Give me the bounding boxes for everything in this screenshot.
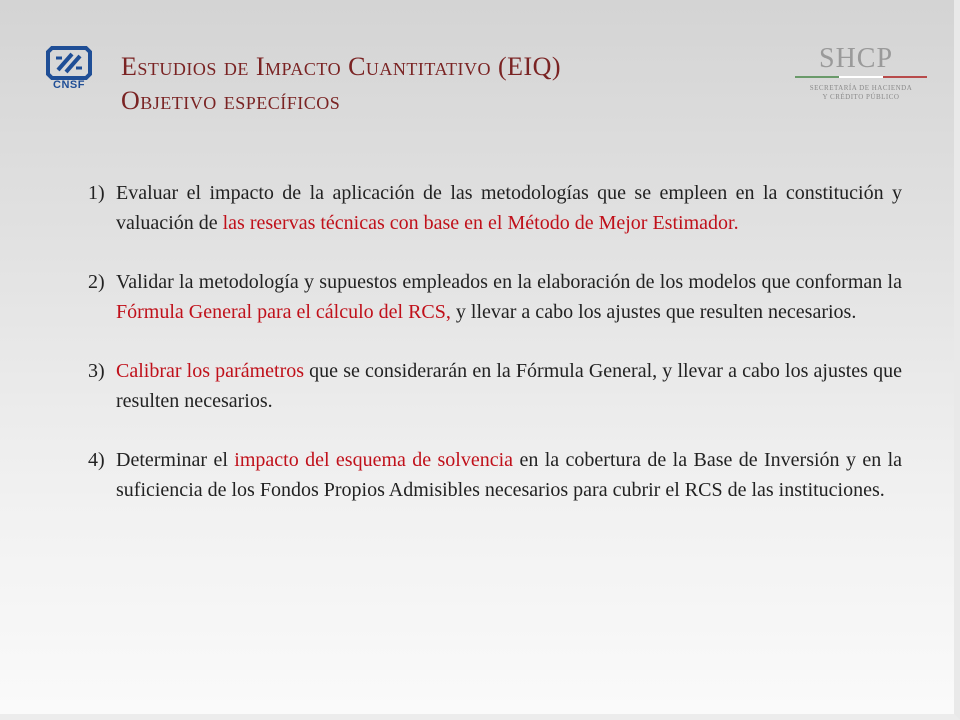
objective-text <box>116 356 902 416</box>
objective-highlight: las reservas técnicas con base en el Método de Mejor Estimador. <box>222 212 739 234</box>
objective-number: 4) <box>88 449 105 471</box>
cnsf-emblem-icon <box>46 46 92 80</box>
shcp-logo-line1: SECRETARÍA DE HACIENDA <box>809 84 913 92</box>
shcp-logo-name: SHCP <box>819 43 894 74</box>
objective-text-part: y llevar a cabo los ajustes que resulten necesarios. <box>450 301 857 323</box>
objective-highlight: Fórmula General para el cálculo del RCS, <box>116 301 451 323</box>
objective-text-part: Validar la metodología y supuestos empleados en la elaboración de los modelos que conforman la <box>116 271 902 293</box>
objective-highlight: impacto del esquema de solvencia <box>234 449 514 471</box>
objective-text-part: que se considerarán en la Fórmula General, y llevar a cabo los ajustes que resulten necesarios. <box>116 360 902 412</box>
objective-number: 3) <box>88 360 105 382</box>
objective-number: 2) <box>88 271 105 293</box>
objective-text-part: Determinar el <box>116 449 235 471</box>
shcp-logo <box>795 44 927 106</box>
page-subtitle: Objetivo específicos <box>121 86 341 115</box>
objective-item <box>88 178 902 238</box>
page-title: Estudios de Impacto Cuantitativo (EIQ) <box>121 52 562 81</box>
objective-number: 1) <box>88 182 105 204</box>
shcp-flag-line <box>795 76 927 78</box>
shcp-logo-line2: Y CRÉDITO PÚBLICO <box>822 93 900 101</box>
objective-text-part: Evaluar el impacto de la aplicación de las metodologías que se empleen en la constitución y valuación de <box>116 182 902 234</box>
objective-highlight: Calibrar los parámetros <box>116 360 305 382</box>
objective-text <box>116 267 902 327</box>
objective-text <box>116 178 902 238</box>
objective-item <box>88 445 902 505</box>
objective-text-part: en la cobertura de la Base de Inversión y en la suficiencia de los Fondos Propios Admisibles necesarios para cubrir el RCS de las instituciones. <box>116 449 903 501</box>
cnsf-logo <box>46 46 98 96</box>
objective-item <box>88 267 902 327</box>
cnsf-logo-text: CNSF <box>53 79 85 91</box>
objective-item <box>88 356 902 416</box>
objectives-list <box>88 178 902 534</box>
shcp-logo-subtitle <box>795 84 927 102</box>
objective-text <box>116 445 902 505</box>
